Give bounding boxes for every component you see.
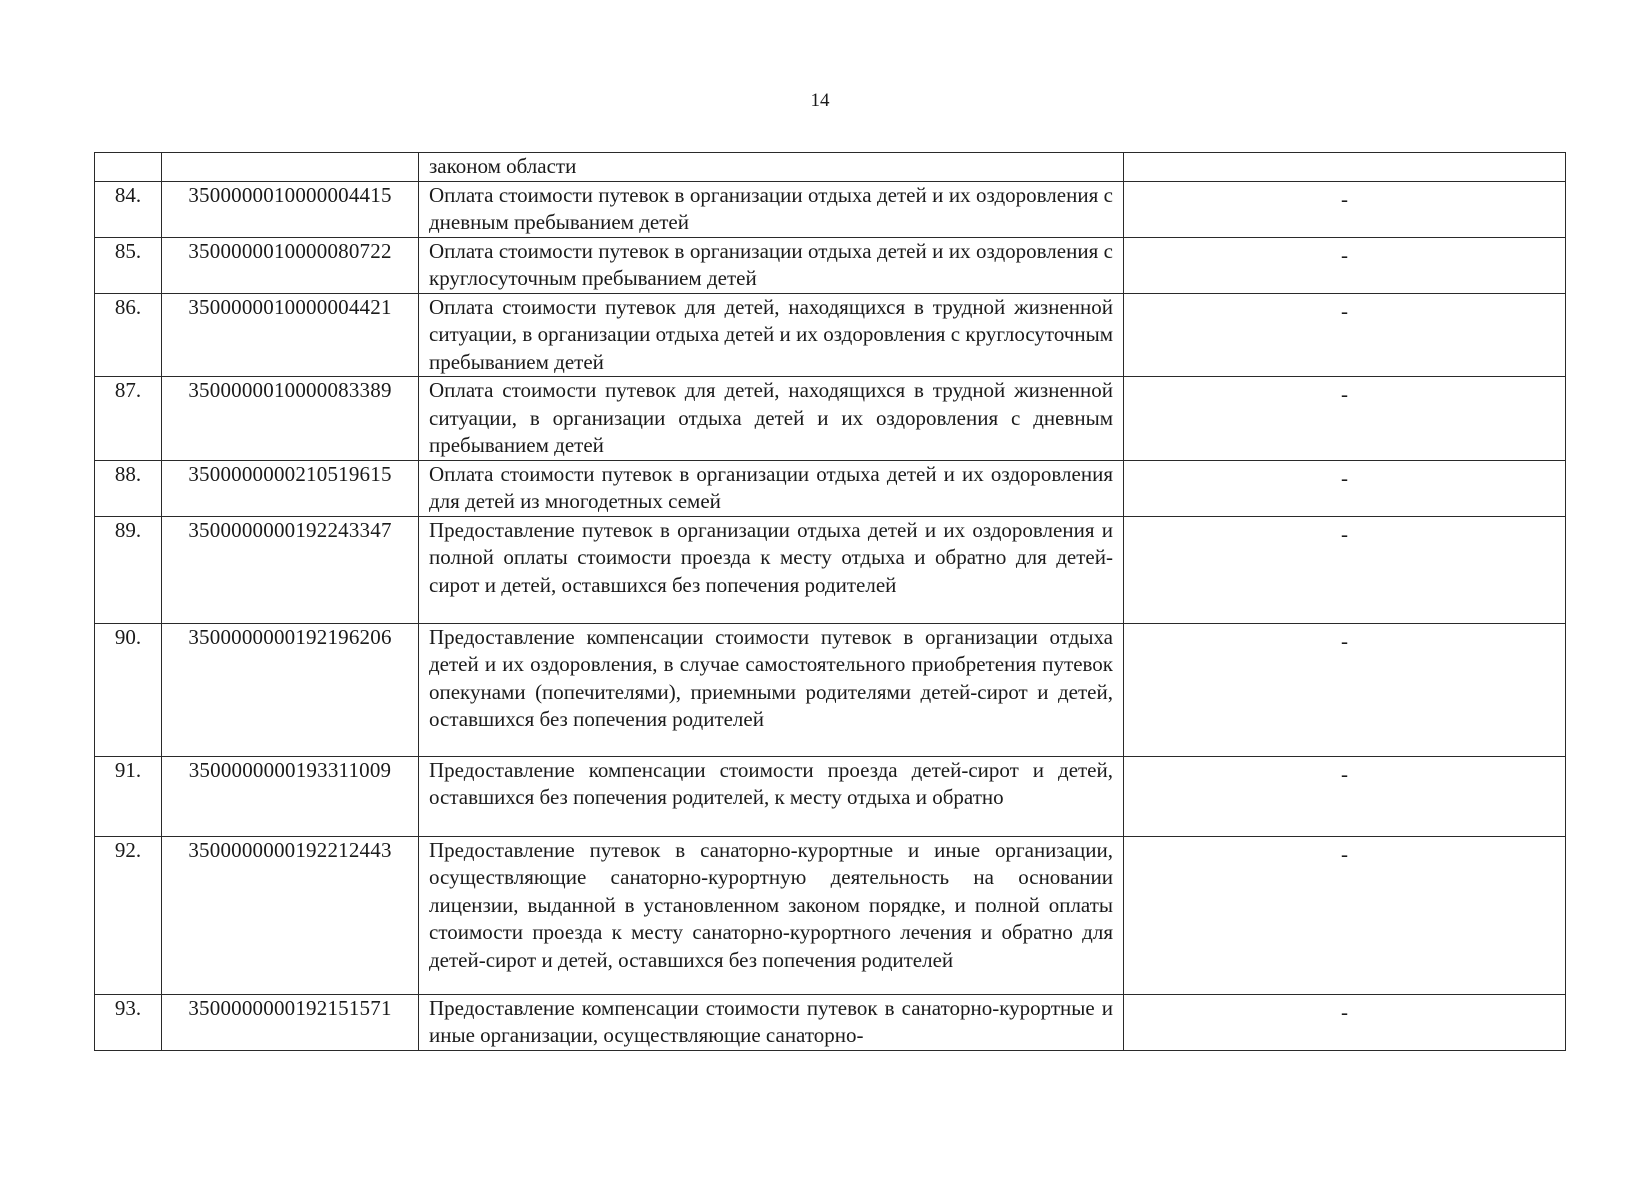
table-row: [95, 181, 1566, 237]
service-value-cell: [1124, 623, 1566, 756]
service-code-cell: [162, 460, 419, 516]
service-code: 3500000000192196206: [188, 624, 392, 649]
service-value: -: [1341, 242, 1348, 267]
row-number: 93.: [114, 995, 142, 1020]
service-value: -: [1341, 186, 1348, 211]
service-description: Предоставление компенсации стоимости путевок в организации отдыха детей и их оздоровления, в случае самостоятельного приобретения путевок опекунами (попечителями), приемными родителями детей-сирот и детей, оставшихся без попечения родителей: [429, 624, 1113, 731]
services-table: [94, 152, 1566, 1051]
row-number: 88.: [114, 461, 142, 486]
row-number: 86.: [114, 294, 142, 319]
row-number: 87.: [114, 378, 142, 402]
service-value: -: [1341, 521, 1348, 546]
table-row: [95, 994, 1566, 1050]
service-description-cell: [419, 516, 1124, 623]
row-number: 90.: [114, 624, 142, 649]
service-code-cell: [162, 377, 419, 461]
service-value-cell: [1124, 756, 1566, 836]
table-row: [95, 293, 1566, 377]
row-number-cell: [95, 836, 162, 994]
row-number-cell: [95, 460, 162, 516]
service-code: 3500000010000004415: [188, 182, 392, 207]
row-number-cell: [95, 516, 162, 623]
service-code: 3500000000192212443: [188, 837, 392, 862]
service-description-cell: [419, 623, 1124, 756]
service-description: законом области: [429, 154, 577, 178]
service-code-cell: [162, 756, 419, 836]
service-value: -: [1341, 999, 1348, 1024]
service-code-cell: [162, 181, 419, 237]
service-code: 3500000000192151571: [188, 995, 392, 1020]
service-code-cell: [162, 237, 419, 293]
service-description: Предоставление компенсации стоимости путевок в санаторно-курортные и иные организации, осуществляющие санаторно-: [429, 995, 1113, 1047]
service-value-cell: [1124, 377, 1566, 461]
service-value-cell: [1124, 994, 1566, 1050]
service-value: -: [1341, 382, 1348, 406]
row-number-cell: [95, 623, 162, 756]
table-row: [95, 153, 1566, 182]
service-code-cell: [162, 516, 419, 623]
row-number: 84.: [114, 182, 142, 207]
table-row: [95, 623, 1566, 756]
page-number: 14: [810, 90, 830, 111]
service-value: -: [1341, 298, 1348, 323]
service-code-cell: [162, 994, 419, 1050]
table-row: [95, 516, 1566, 623]
row-number: 91.: [114, 757, 142, 782]
table-row: [95, 836, 1566, 994]
service-description-cell: [419, 836, 1124, 994]
service-description: Оплата стоимости путевок в организации отдыха детей и их оздоровления с круглосуточным пребыванием детей: [429, 238, 1113, 290]
service-value-cell: [1124, 836, 1566, 994]
service-description-cell: [419, 153, 1124, 182]
service-description: Предоставление путевок в санаторно-курортные и иные организации, осуществляющие санаторно-курортную деятельность на основании лицензии, выданной в установленном законом порядке, и полной оплаты стоимости проезда к месту санаторно-курортного лечения и обратно для детей-сирот и детей, оставшихся без попечения родителей: [429, 837, 1113, 972]
service-value-cell: [1124, 293, 1566, 377]
service-code-cell: [162, 293, 419, 377]
service-description-cell: [419, 181, 1124, 237]
service-description: Оплата стоимости путевок для детей, находящихся в трудной жизненной ситуации, в организации отдыха детей и их оздоровления с круглосуточным пребыванием детей: [429, 294, 1113, 374]
service-value: -: [1341, 628, 1348, 653]
service-value: -: [1341, 465, 1348, 490]
row-number: 92.: [114, 837, 142, 862]
service-description-cell: [419, 460, 1124, 516]
table-body: [95, 153, 1566, 1051]
service-code: 3500000000192243347: [188, 517, 392, 542]
row-number-cell: [95, 153, 162, 182]
table-row: [95, 756, 1566, 836]
service-description: Предоставление путевок в организации отдыха детей и их оздоровления и полной оплаты стоимости проезда к месту отдыха и обратно для детей-сирот и детей, оставшихся без попечения родителей: [429, 517, 1113, 597]
service-value-cell: [1124, 460, 1566, 516]
service-value-cell: [1124, 516, 1566, 623]
service-description-cell: [419, 377, 1124, 461]
service-code: 3500000010000083389: [188, 378, 392, 402]
service-description-cell: [419, 293, 1124, 377]
row-number-cell: [95, 377, 162, 461]
service-description: Оплата стоимости путевок в организации отдыха детей и их оздоровления с дневным пребыванием детей: [429, 182, 1113, 234]
row-number-cell: [95, 181, 162, 237]
service-code: 3500000000193311009: [188, 757, 392, 782]
service-description: Предоставление компенсации стоимости проезда детей-сирот и детей, оставшихся без попечения родителей, к месту отдыха и обратно: [429, 757, 1113, 809]
service-code: 3500000010000080722: [188, 238, 392, 263]
table-row: [95, 460, 1566, 516]
service-code: 3500000010000004421: [188, 294, 392, 319]
service-description: Оплата стоимости путевок в организации отдыха детей и их оздоровления для детей из многодетных семей: [429, 461, 1113, 513]
service-value-cell: [1124, 181, 1566, 237]
row-number-cell: [95, 237, 162, 293]
service-value-cell: [1124, 153, 1566, 182]
service-description-cell: [419, 237, 1124, 293]
service-value: -: [1341, 761, 1348, 786]
service-code: 3500000000210519615: [188, 461, 392, 486]
service-code-cell: [162, 623, 419, 756]
row-number: 85.: [114, 238, 142, 263]
service-value: -: [1341, 841, 1348, 866]
table-row: [95, 377, 1566, 461]
service-value-cell: [1124, 237, 1566, 293]
service-code-cell: [162, 153, 419, 182]
service-description-cell: [419, 756, 1124, 836]
table-row: [95, 237, 1566, 293]
row-number-cell: [95, 293, 162, 377]
row-number-cell: [95, 756, 162, 836]
service-code-cell: [162, 836, 419, 994]
service-description: Оплата стоимости путевок для детей, находящихся в трудной жизненной ситуации, в организации отдыха детей и их оздоровления с дневным пребыванием детей: [429, 378, 1113, 457]
service-description-cell: [419, 994, 1124, 1050]
row-number: 89.: [114, 517, 142, 542]
row-number-cell: [95, 994, 162, 1050]
